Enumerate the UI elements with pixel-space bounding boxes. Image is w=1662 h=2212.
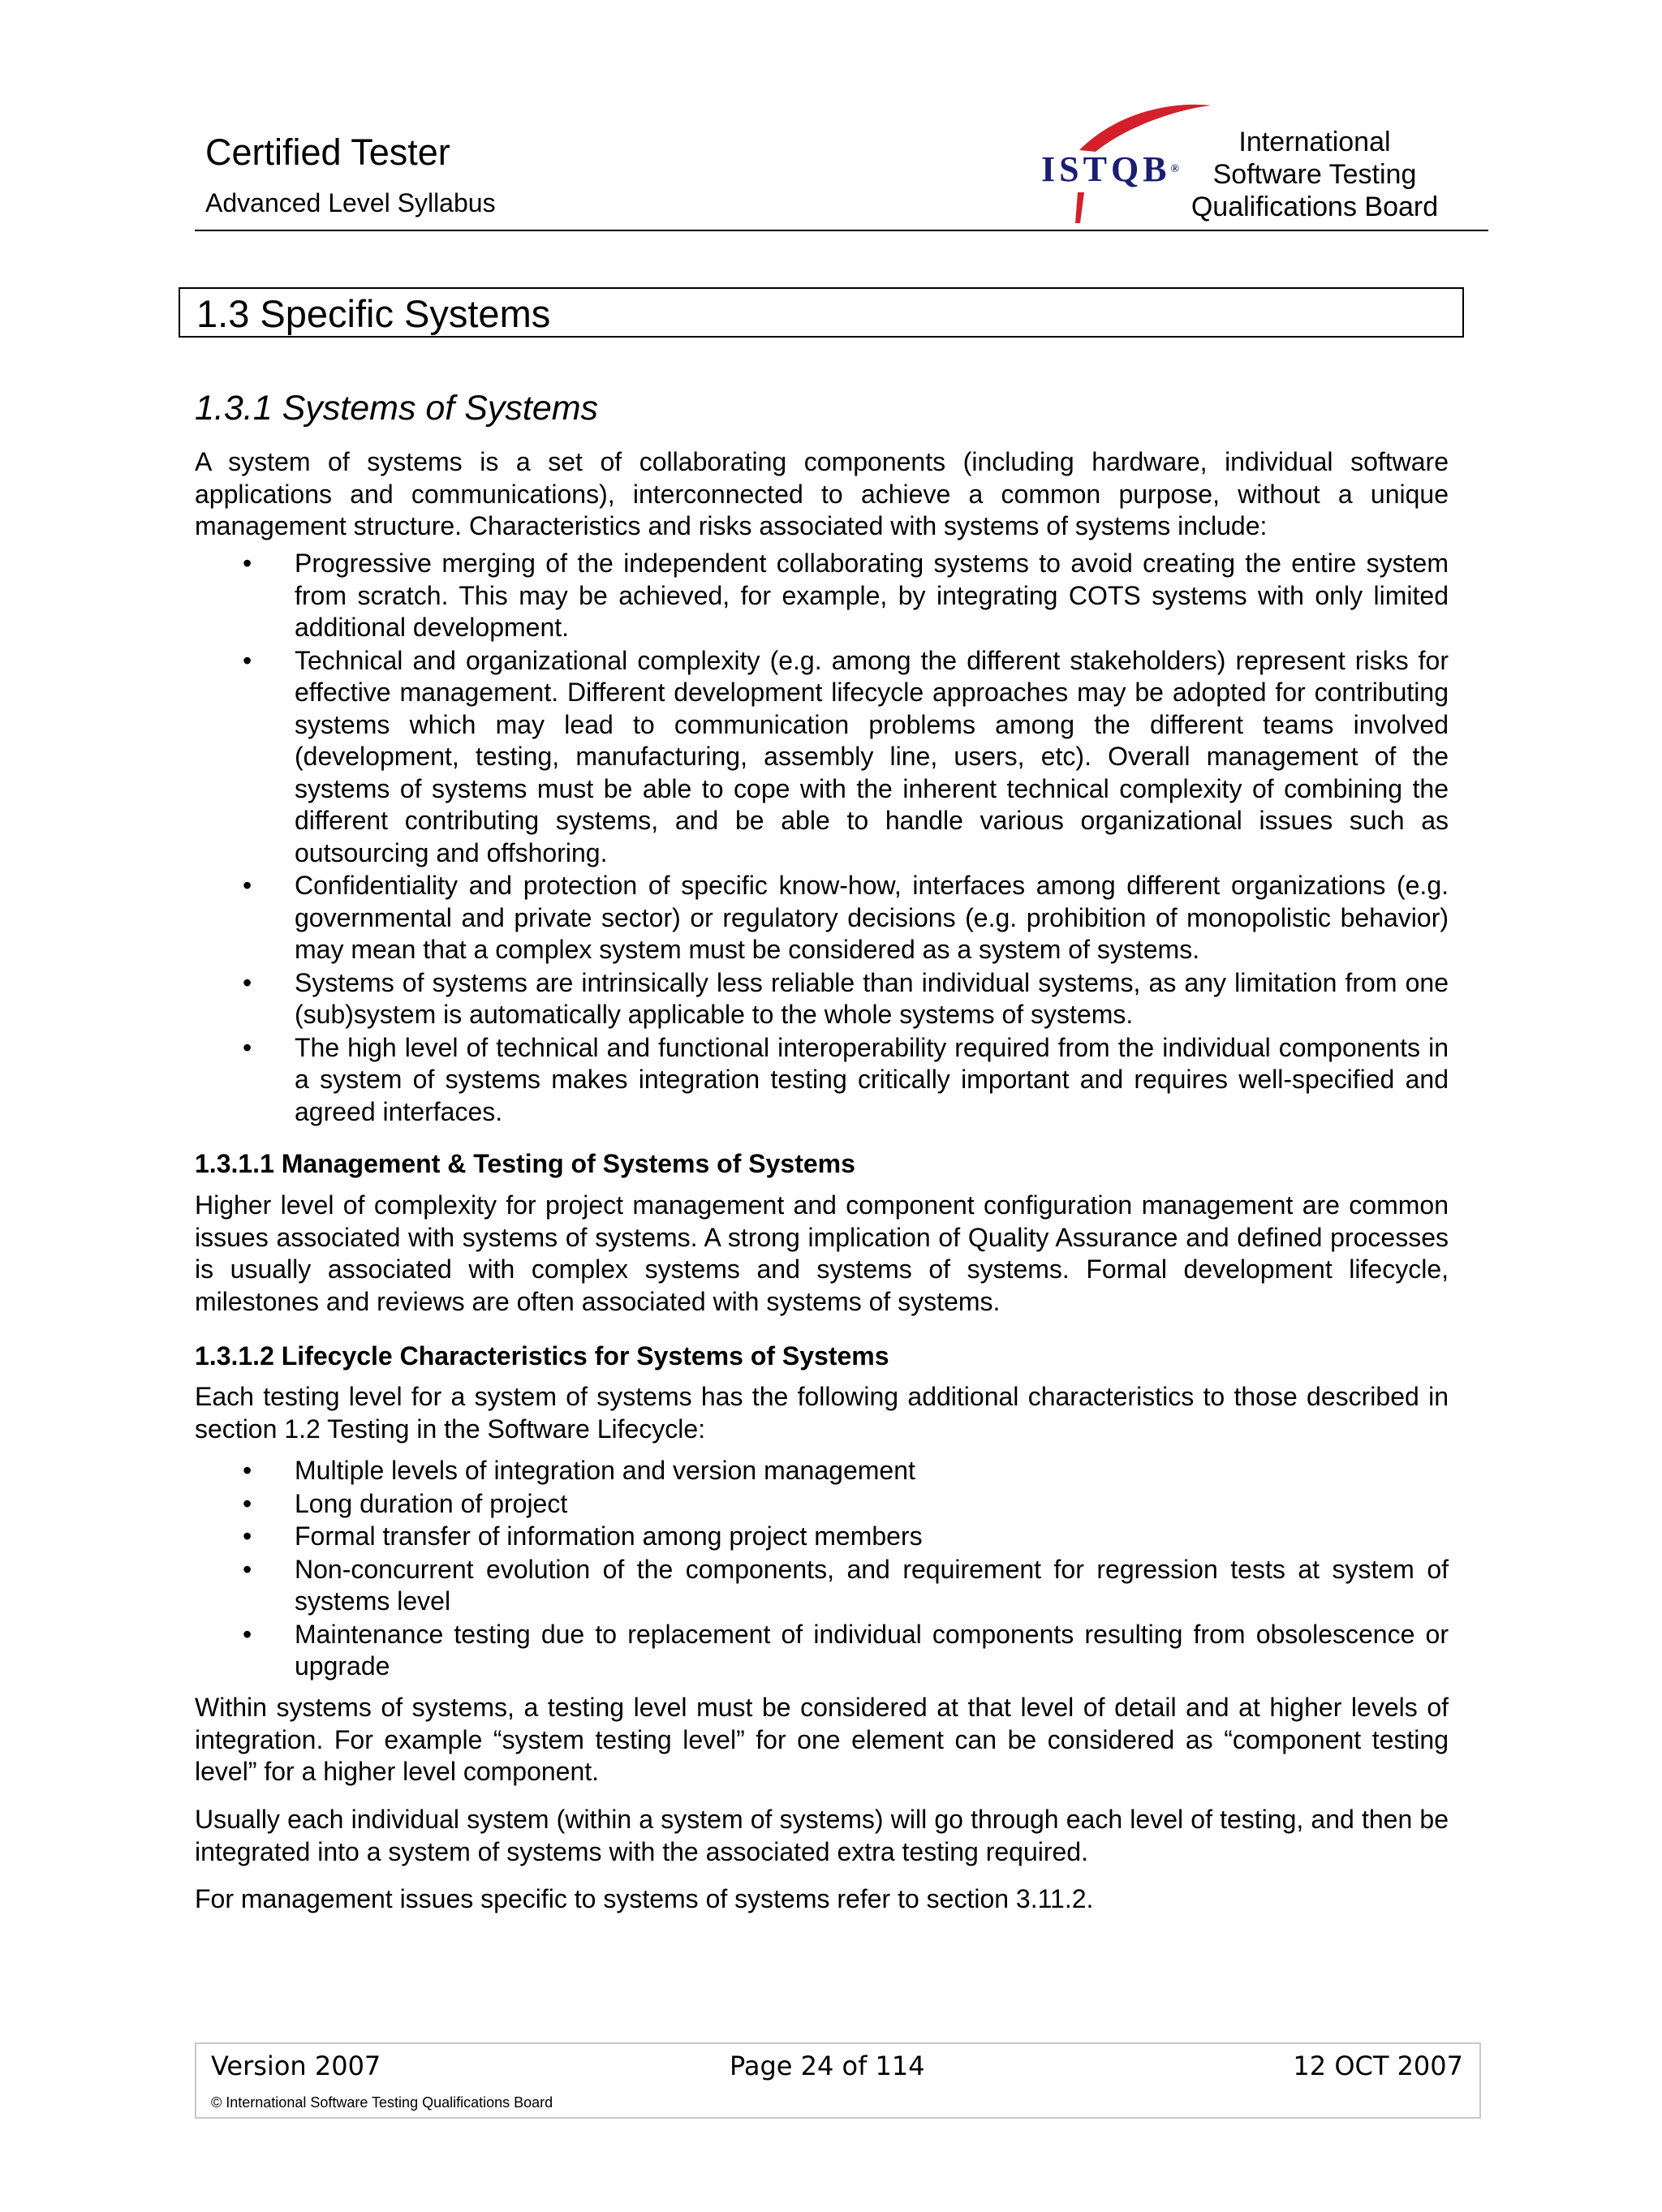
organization-name xyxy=(1169,126,1461,223)
paragraph: For management issues specific to systems of systems refer to section 3.11.2. xyxy=(195,1884,1094,1913)
list-item: • Systems of systems are intrinsically less reliable than individual systems, as any limitation from one (sub)system is automatically applicable to the whole systems of systems. xyxy=(243,967,1449,1029)
paragraph: Within systems of systems, a testing level must be considered at that level of detail and at higher levels of integration. For example “system testing level” for one element can be considered as “component testing level” for a higher level component. xyxy=(195,1693,1449,1786)
paragraph: Each testing level for a system of systems has the following additional characteristics to those described in section 1.2 Testing in the Software Lifecycle: xyxy=(195,1382,1449,1444)
list-item: • Long duration of project xyxy=(235,1488,1449,1521)
footer-copyright: © International Software Testing Qualifications Board xyxy=(211,2094,553,2111)
list-item: • Confidentiality and protection of specific know-how, interfaces among different organizations (e.g. governmental and private sector) or regulatory decisions (e.g. prohibition of monopolistic behavior) may mean that a complex system must be considered as a system of systems. xyxy=(243,871,1449,964)
paragraph: A system of systems is a set of collaborating components (including hardware, individual software applications and communications), interconnected to achieve a common purpose, without a unique management structure. Characteristics and risks associated with systems of systems include: xyxy=(195,447,1449,540)
header-divider xyxy=(195,230,1488,231)
characteristics-list xyxy=(235,548,1449,1129)
subsection-title: 1.3.1.1 Management & Testing of Systems of Systems xyxy=(195,1149,855,1178)
lifecycle-list xyxy=(235,1455,1449,1684)
footer-date: 12 OCT 2007 xyxy=(1293,2051,1463,2081)
bullet-icon: • xyxy=(243,871,252,900)
list-item: • Formal transfer of information among project members xyxy=(235,1521,1449,1553)
org-line: Software Testing xyxy=(1212,159,1417,190)
list-item: • Technical and organizational complexity (e.g. among the different stakeholders) represent risks for effective management. Different development lifecycle approaches may be adopted for contributing systems which may lead to communication problems among the different teams involved (development, testing, manufacturing, assembly line, users, etc). Overall management of the systems of systems must be able to cope with the inherent technical complexity of combining the different contributing systems, and be able to handle various organizational issues such as outsourcing and offshoring. xyxy=(243,645,1449,867)
bullet-icon: • xyxy=(243,1032,252,1062)
list-item: • Non-concurrent evolution of the components, and requirement for regression tests at system of systems level xyxy=(243,1554,1449,1616)
section-title: 1.3.1 Systems of Systems xyxy=(195,389,599,428)
bullet-icon: • xyxy=(243,1456,252,1485)
subsection-intro xyxy=(195,1381,1449,1445)
bullet-icon: • xyxy=(243,549,252,578)
bullet-icon: • xyxy=(243,1619,252,1649)
bullet-icon: • xyxy=(243,1554,252,1584)
bullet-icon: • xyxy=(243,645,252,675)
list-item: • Maintenance testing due to replacement of individual components resulting from obsolescence or upgrade xyxy=(243,1619,1449,1681)
bullet-icon: • xyxy=(243,1488,252,1518)
footer-version: Version 2007 xyxy=(211,2051,381,2081)
org-line: Qualifications Board xyxy=(1191,192,1439,222)
bullet-icon: • xyxy=(243,1521,252,1551)
bullet-icon: • xyxy=(243,967,252,997)
list-item: • Progressive merging of the independent collaborating systems to avoid creating the entire system from scratch. This may be achieved, for example, by integrating COTS systems with only limited additional development. xyxy=(243,549,1449,642)
page-footer xyxy=(195,2042,1481,2119)
list-item: • Multiple levels of integration and version management xyxy=(235,1455,1449,1487)
org-line: International xyxy=(1238,127,1391,157)
subsection-para xyxy=(195,1804,1449,1868)
section-intro xyxy=(195,446,1449,543)
list-item: • The high level of technical and functional interoperability required from the individual components in a system of systems makes integration testing critically important and requires well-specified and agreed interfaces. xyxy=(243,1032,1449,1126)
header-subtitle: Advanced Level Syllabus xyxy=(205,188,496,217)
header-title: Certified Tester xyxy=(205,131,450,173)
subsection-body xyxy=(195,1190,1449,1318)
logo-swoosh-tail-icon xyxy=(1075,192,1084,223)
chapter-heading-box xyxy=(179,287,1464,338)
subsection-title: 1.3.1.2 Lifecycle Characteristics for Systems of Systems xyxy=(195,1341,889,1371)
paragraph: Higher level of complexity for project management and component configuration management are common issues associated with systems of systems. A strong implication of Quality Assurance and defined processes is usually associated with complex systems and systems of systems. Formal development lifecycle, milestones and reviews are often associated with systems of systems. xyxy=(195,1190,1449,1316)
chapter-title: 1.3 Specific Systems xyxy=(196,292,551,335)
logo-text: ISTQB® xyxy=(1041,149,1179,189)
subsection-para xyxy=(195,1692,1449,1788)
paragraph: Usually each individual system (within a system of systems) will go through each level of testing, and then be integrated into a system of systems with the associated extra testing required. xyxy=(195,1805,1449,1866)
footer-page-number: Page 24 of 114 xyxy=(730,2051,925,2081)
subsection-para xyxy=(195,1883,1449,1916)
